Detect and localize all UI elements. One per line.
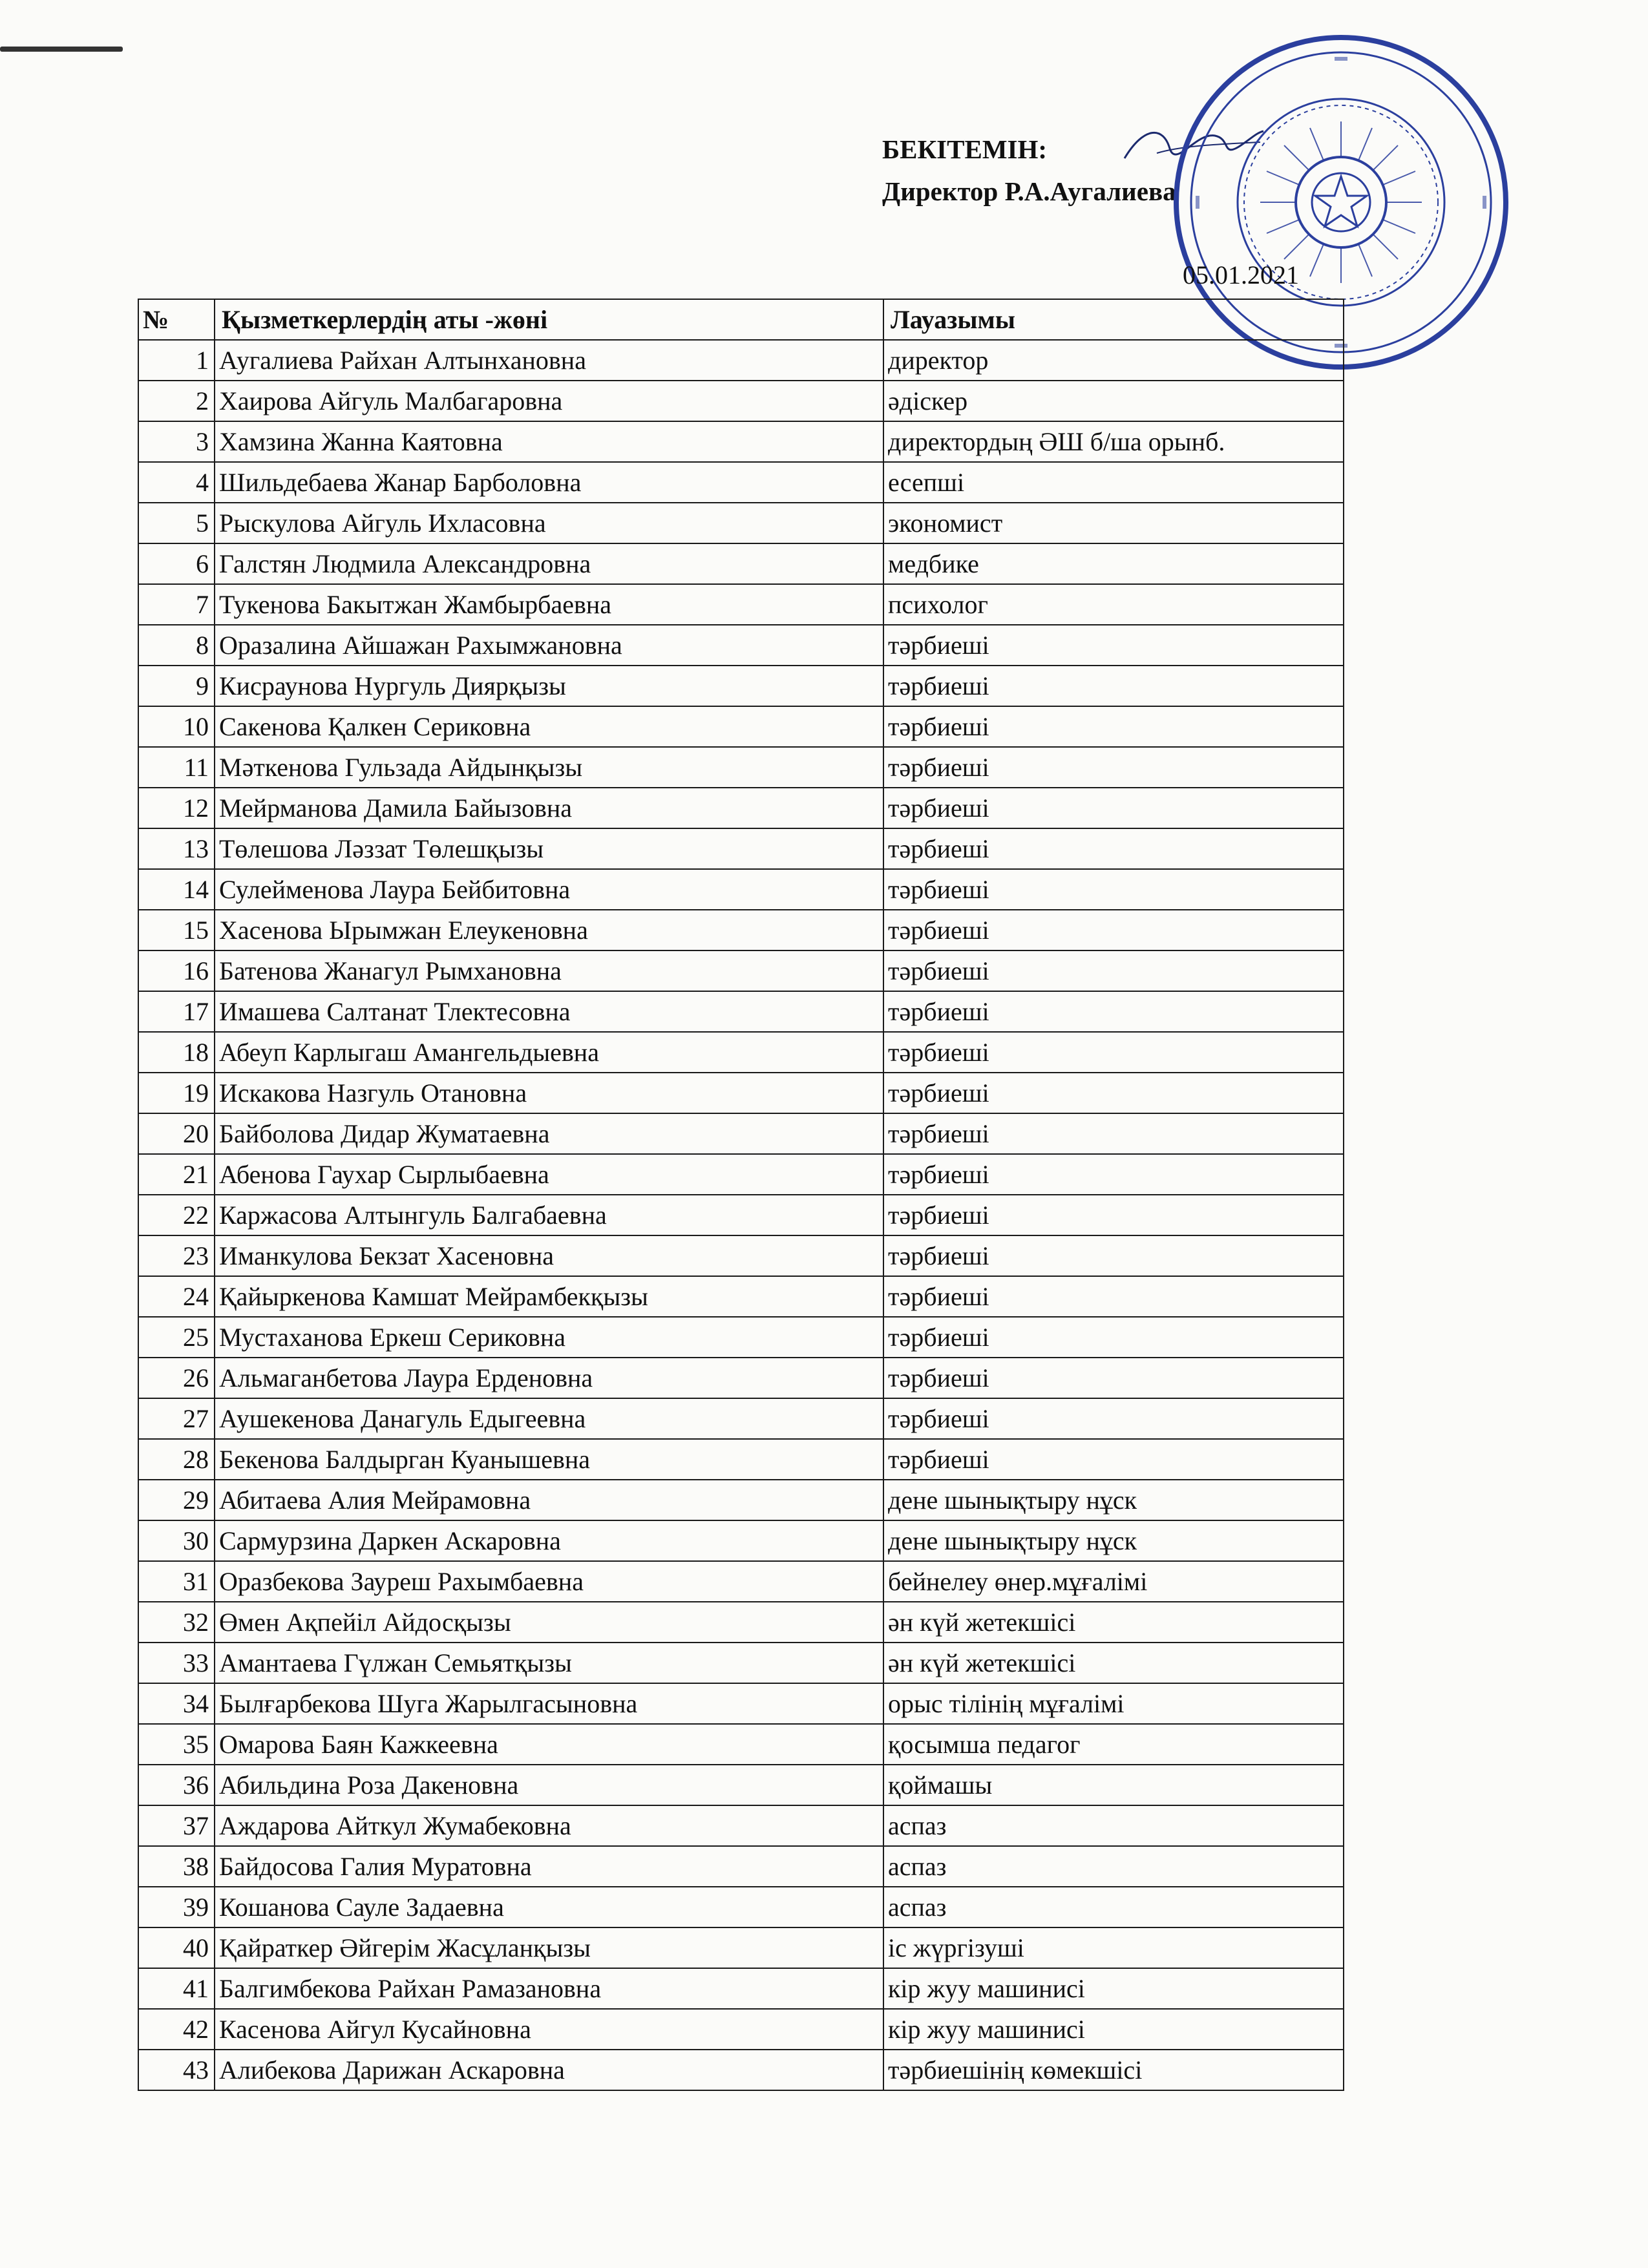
table-row	[138, 1154, 1344, 1195]
employee-name: Хасенова Ырымжан Елеукеновна	[215, 910, 883, 950]
row-number: 14	[138, 869, 215, 910]
staff-table	[138, 299, 1344, 2091]
employee-position: аспаз	[883, 1805, 1344, 1846]
table-row	[138, 1113, 1344, 1154]
row-number: 20	[138, 1113, 215, 1154]
employee-name: Оразалина Айшажан Рахымжановна	[215, 625, 883, 666]
employee-position: кір жуу машинисі	[883, 2009, 1344, 2050]
employee-position: медбике	[883, 543, 1344, 584]
employee-name: Сакенова Қалкен Сериковна	[215, 706, 883, 747]
row-number: 41	[138, 1968, 215, 2009]
employee-name: Қайраткер Әйгерім Жасұланқызы	[215, 1927, 883, 1968]
table-row	[138, 950, 1344, 991]
employee-position: тәрбиеші	[883, 1195, 1344, 1235]
employee-position: тәрбиеші	[883, 828, 1344, 869]
employee-name: Амантаева Гүлжан Семьятқызы	[215, 1643, 883, 1683]
table-row	[138, 788, 1344, 828]
row-number: 9	[138, 666, 215, 706]
row-number: 24	[138, 1276, 215, 1317]
table-row	[138, 1398, 1344, 1439]
row-number: 13	[138, 828, 215, 869]
employee-name: Галстян Людмила Александровна	[215, 543, 883, 584]
table-row	[138, 340, 1344, 381]
table-row	[138, 666, 1344, 706]
row-number: 10	[138, 706, 215, 747]
table-row	[138, 503, 1344, 543]
table-row	[138, 584, 1344, 625]
employee-name: Балгимбекова Райхан Рамазановна	[215, 1968, 883, 2009]
employee-position: директордың ӘШ б/ша орынб.	[883, 421, 1344, 462]
employee-name: Аугалиева Райхан Алтынхановна	[215, 340, 883, 381]
table-row	[138, 1887, 1344, 1927]
row-number: 35	[138, 1724, 215, 1765]
employee-name: Байдосова Галия Муратовна	[215, 1846, 883, 1887]
employee-position: ән күй жетекшісі	[883, 1643, 1344, 1683]
scan-corner-mark	[0, 47, 123, 52]
employee-position: тәрбиеші	[883, 706, 1344, 747]
employee-name: Батенова Жанагул Рымхановна	[215, 950, 883, 991]
employee-position: қосымша педагог	[883, 1724, 1344, 1765]
table-row	[138, 706, 1344, 747]
employee-name: Аушекенова Данагуль Едыгеевна	[215, 1398, 883, 1439]
table-row	[138, 1561, 1344, 1602]
employee-position: тәрбиеші	[883, 1154, 1344, 1195]
row-number: 12	[138, 788, 215, 828]
row-number: 21	[138, 1154, 215, 1195]
table-row	[138, 991, 1344, 1032]
table-row	[138, 1602, 1344, 1643]
employee-name: Өмен Ақпейіл Айдосқызы	[215, 1602, 883, 1643]
header-position: Лауазымы	[883, 299, 1344, 340]
row-number: 37	[138, 1805, 215, 1846]
table-row	[138, 1805, 1344, 1846]
employee-position: әдіскер	[883, 381, 1344, 421]
table-row	[138, 869, 1344, 910]
row-number: 27	[138, 1398, 215, 1439]
employee-position: тәрбиеші	[883, 1358, 1344, 1398]
row-number: 34	[138, 1683, 215, 1724]
employee-position: тәрбиеші	[883, 991, 1344, 1032]
row-number: 7	[138, 584, 215, 625]
employee-name: Абеуп Карлыгаш Амангельдыевна	[215, 1032, 883, 1073]
table-row	[138, 1765, 1344, 1805]
table-row	[138, 1317, 1344, 1358]
employee-name: Рыскулова Айгуль Ихласовна	[215, 503, 883, 543]
employee-name: Кисраунова Нургуль Диярқызы	[215, 666, 883, 706]
table-row	[138, 1724, 1344, 1765]
employee-name: Мустаханова Еркеш Сериковна	[215, 1317, 883, 1358]
table-row	[138, 1968, 1344, 2009]
row-number: 32	[138, 1602, 215, 1643]
employee-name: Омарова Баян Кажкеевна	[215, 1724, 883, 1765]
row-number: 26	[138, 1358, 215, 1398]
table-row	[138, 1846, 1344, 1887]
table-row	[138, 1195, 1344, 1235]
row-number: 33	[138, 1643, 215, 1683]
row-number: 2	[138, 381, 215, 421]
employee-name: Алибекова Дарижан Аскаровна	[215, 2050, 883, 2090]
row-number: 31	[138, 1561, 215, 1602]
employee-position: тәрбиеші	[883, 910, 1344, 950]
row-number: 43	[138, 2050, 215, 2090]
row-number: 22	[138, 1195, 215, 1235]
employee-position: дене шынықтыру нұск	[883, 1520, 1344, 1561]
table-row	[138, 1439, 1344, 1480]
employee-name: Қайыркенова Камшат Мейрамбекқызы	[215, 1276, 883, 1317]
employee-name: Хаирова Айгуль Малбагаровна	[215, 381, 883, 421]
row-number: 16	[138, 950, 215, 991]
approval-date: 05.01.2021	[1183, 260, 1299, 289]
employee-position: директор	[883, 340, 1344, 381]
employee-position: тәрбиеші	[883, 666, 1344, 706]
employee-position: кір жуу машинисі	[883, 1968, 1344, 2009]
employee-name: Каржасова Алтынгуль Балгабаевна	[215, 1195, 883, 1235]
employee-position: экономист	[883, 503, 1344, 543]
employee-name: Тукенова Бакытжан Жамбырбаевна	[215, 584, 883, 625]
row-number: 8	[138, 625, 215, 666]
table-row	[138, 1927, 1344, 1968]
row-number: 19	[138, 1073, 215, 1113]
row-number: 4	[138, 462, 215, 503]
employee-position: тәрбиеші	[883, 1113, 1344, 1154]
employee-position: тәрбиеші	[883, 788, 1344, 828]
employee-name: Кошанова Сауле Задаевна	[215, 1887, 883, 1927]
employee-name: Искакова Назгуль Отановна	[215, 1073, 883, 1113]
row-number: 40	[138, 1927, 215, 1968]
row-number: 1	[138, 340, 215, 381]
table-row	[138, 1032, 1344, 1073]
row-number: 30	[138, 1520, 215, 1561]
employee-position: тәрбиеші	[883, 1235, 1344, 1276]
row-number: 17	[138, 991, 215, 1032]
table-row	[138, 2009, 1344, 2050]
table-row	[138, 2050, 1344, 2090]
table-row	[138, 910, 1344, 950]
table-row	[138, 1643, 1344, 1683]
table-row	[138, 1235, 1344, 1276]
header-number: №	[138, 299, 215, 340]
table-row	[138, 1073, 1344, 1113]
employee-position: тәрбиеші	[883, 1398, 1344, 1439]
employee-position: тәрбиешінің көмекшісі	[883, 2050, 1344, 2090]
employee-name: Шильдебаева Жанар Барболовна	[215, 462, 883, 503]
employee-position: тәрбиеші	[883, 625, 1344, 666]
table-body	[138, 340, 1344, 2090]
row-number: 29	[138, 1480, 215, 1520]
table-row	[138, 828, 1344, 869]
director-line: Директор Р.А.Аугалиева	[882, 176, 1176, 207]
employee-name: Байболова Дидар Жуматаевна	[215, 1113, 883, 1154]
employee-position: тәрбиеші	[883, 1073, 1344, 1113]
row-number: 36	[138, 1765, 215, 1805]
row-number: 18	[138, 1032, 215, 1073]
table-row	[138, 1276, 1344, 1317]
employee-position: аспаз	[883, 1887, 1344, 1927]
row-number: 15	[138, 910, 215, 950]
row-number: 38	[138, 1846, 215, 1887]
employee-name: Иманкулова Бекзат Хасеновна	[215, 1235, 883, 1276]
employee-name: Сармурзина Даркен Аскаровна	[215, 1520, 883, 1561]
employee-position: тәрбиеші	[883, 1317, 1344, 1358]
header-name: Қызметкерлердің аты -жөні	[215, 299, 883, 340]
employee-position: есепші	[883, 462, 1344, 503]
employee-position: тәрбиеші	[883, 869, 1344, 910]
row-number: 23	[138, 1235, 215, 1276]
employee-name: Оразбекова Зауреш Рахымбаевна	[215, 1561, 883, 1602]
employee-position: іс жүргізуші	[883, 1927, 1344, 1968]
row-number: 3	[138, 421, 215, 462]
employee-position: дене шынықтыру нұск	[883, 1480, 1344, 1520]
employee-position: тәрбиеші	[883, 747, 1344, 788]
employee-name: Хамзина Жанна Каятовна	[215, 421, 883, 462]
employee-position: орыс тілінің мұғалімі	[883, 1683, 1344, 1724]
employee-position: психолог	[883, 584, 1344, 625]
employee-name: Альмаганбетова Лаура Ерденовна	[215, 1358, 883, 1398]
table-row	[138, 1480, 1344, 1520]
employee-name: Абитаева Алия Мейрамовна	[215, 1480, 883, 1520]
row-number: 42	[138, 2009, 215, 2050]
employee-name: Аждарова Айткул Жумабековна	[215, 1805, 883, 1846]
employee-position: тәрбиеші	[883, 1276, 1344, 1317]
employee-position: тәрбиеші	[883, 1439, 1344, 1480]
table-row	[138, 421, 1344, 462]
employee-position: тәрбиеші	[883, 1032, 1344, 1073]
row-number: 5	[138, 503, 215, 543]
row-number: 39	[138, 1887, 215, 1927]
employee-position: қоймашы	[883, 1765, 1344, 1805]
table-row	[138, 625, 1344, 666]
table-row	[138, 1683, 1344, 1724]
employee-name: Сулейменова Лаура Бейбитовна	[215, 869, 883, 910]
table-row	[138, 381, 1344, 421]
employee-name: Төлешова Ләззат Төлешқызы	[215, 828, 883, 869]
employee-name: Имашева Салтанат Тлектесовна	[215, 991, 883, 1032]
table-row	[138, 543, 1344, 584]
employee-name: Былғарбекова Шуга Жарылгасыновна	[215, 1683, 883, 1724]
employee-position: ән күй жетекшісі	[883, 1602, 1344, 1643]
employee-position: тәрбиеші	[883, 950, 1344, 991]
employee-name: Касенова Айгул Кусайновна	[215, 2009, 883, 2050]
table-header-row	[138, 299, 1344, 340]
table-row	[138, 1520, 1344, 1561]
employee-name: Абенова Гаухар Сырлыбаевна	[215, 1154, 883, 1195]
employee-name: Мейрманова Дамила Байызовна	[215, 788, 883, 828]
employee-position: аспаз	[883, 1846, 1344, 1887]
employee-position: бейнелеу өнер.мұғалімі	[883, 1561, 1344, 1602]
table-row	[138, 1358, 1344, 1398]
approval-heading: БЕКІТЕМІН:	[882, 134, 1048, 164]
row-number: 25	[138, 1317, 215, 1358]
table-row	[138, 747, 1344, 788]
row-number: 6	[138, 543, 215, 584]
employee-name: Бекенова Балдырган Куанышевна	[215, 1439, 883, 1480]
table-row	[138, 462, 1344, 503]
employee-name: Абильдина Роза Дакеновна	[215, 1765, 883, 1805]
row-number: 28	[138, 1439, 215, 1480]
row-number: 11	[138, 747, 215, 788]
employee-name: Мәткенова Гульзада Айдынқызы	[215, 747, 883, 788]
